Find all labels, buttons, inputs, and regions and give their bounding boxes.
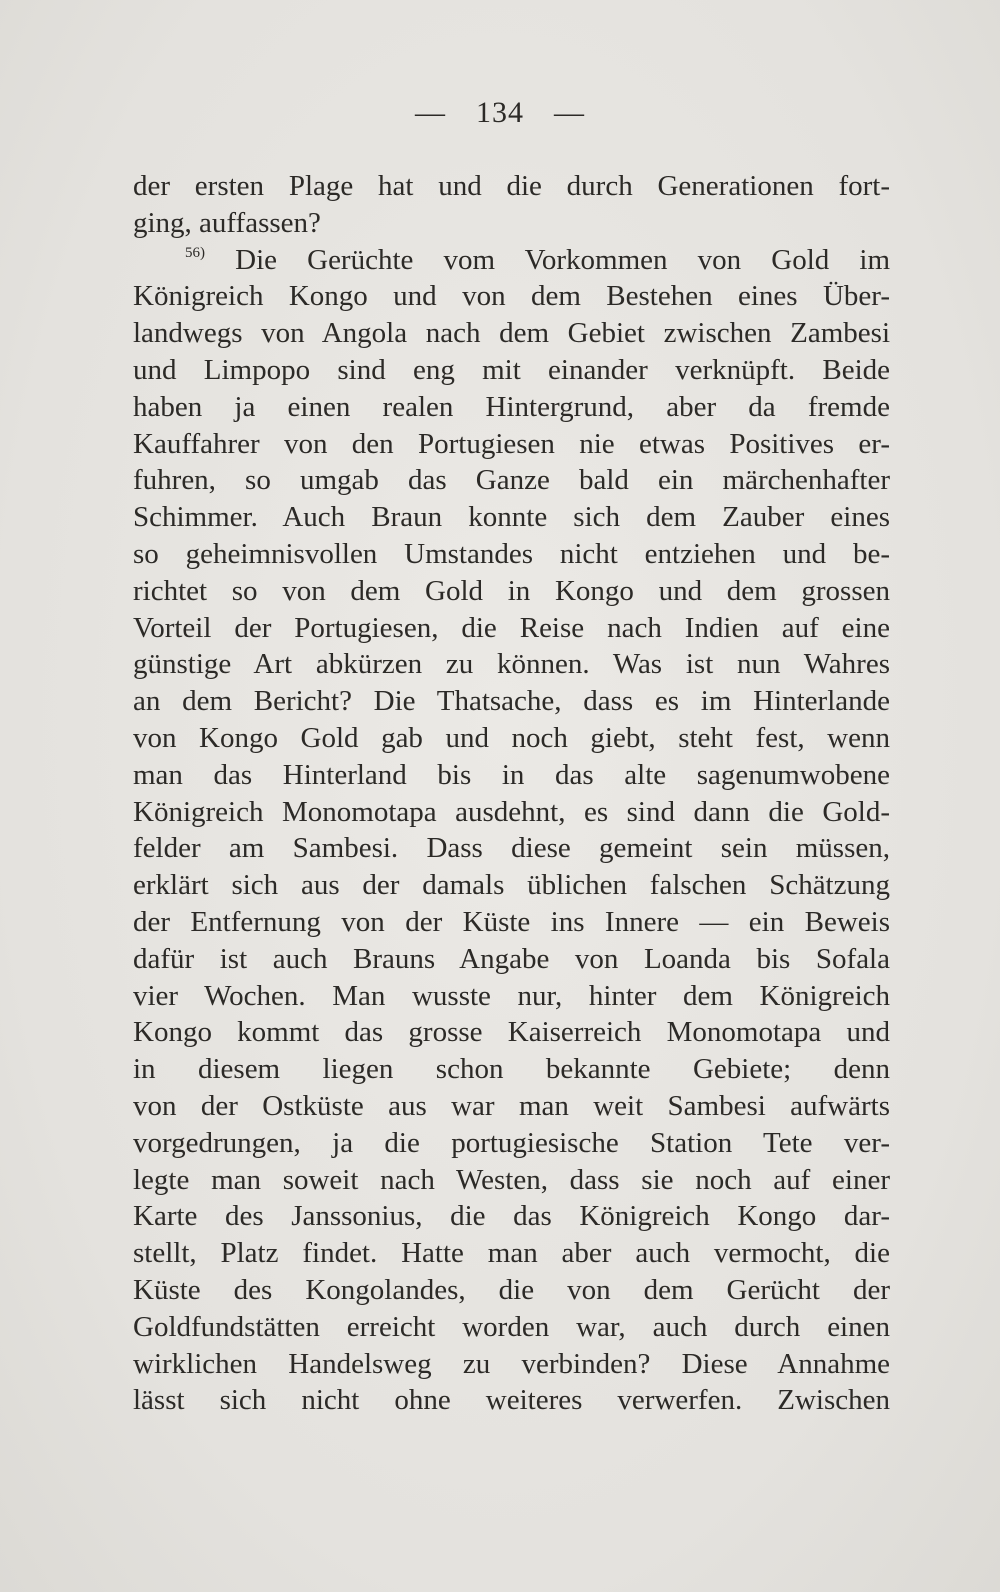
- text-line: richtet so von dem Gold in Kongo und dem grossen: [133, 574, 890, 607]
- page-number: [0, 96, 1000, 130]
- text-line: erklärt sich aus der damals üblichen falschen Schätzung: [133, 869, 890, 902]
- text-line: Die Gerüchte vom Vorkommen von Gold im: [235, 243, 890, 276]
- text-line: Küste des Kongolandes, die von dem Gerücht der: [133, 1273, 890, 1306]
- text-line: von Kongo Gold gab und noch giebt, steht fest, wenn: [133, 721, 890, 754]
- page-number-dash-left: —: [415, 96, 446, 129]
- text-line: haben ja einen realen Hintergrund, aber da fremde: [133, 390, 890, 423]
- text-line: an dem Bericht? Die Thatsache, dass es im Hinterlande: [133, 685, 890, 718]
- text-line: Königreich Kongo und von dem Bestehen eines Über-: [133, 280, 890, 313]
- text-line: Königreich Monomotapa ausdehnt, es sind dann die Gold-: [133, 795, 890, 828]
- text-line: günstige Art abkürzen zu können. Was ist nun Wahres: [133, 648, 890, 681]
- text-line: stellt, Platz findet. Hatte man aber auch vermocht, die: [133, 1237, 890, 1270]
- text-line: Kongo kommt das grosse Kaiserreich Monomotapa und: [133, 1016, 890, 1049]
- text-line: ging, auffassen?: [133, 206, 321, 239]
- page-number-dash-right: —: [554, 96, 585, 129]
- text-line: und Limpopo sind eng mit einander verknüpft. Beide: [133, 353, 890, 386]
- text-line: von der Ostküste aus war man weit Sambesi aufwärts: [133, 1089, 890, 1122]
- text-line: vorgedrungen, ja die portugiesische Station Tete ver-: [133, 1126, 890, 1159]
- text-line: legte man soweit nach Westen, dass sie noch auf einer: [133, 1163, 890, 1196]
- text-line: landwegs von Angola nach dem Gebiet zwischen Zambesi: [133, 317, 890, 350]
- text-line: Schimmer. Auch Braun konnte sich dem Zauber eines: [133, 501, 890, 534]
- text-line: so geheimnisvollen Umstandes nicht entziehen und be-: [133, 537, 890, 570]
- text-line: wirklichen Handelsweg zu verbinden? Diese Annahme: [133, 1347, 890, 1380]
- body-text: [133, 168, 890, 1419]
- text-line: felder am Sambesi. Dass diese gemeint sein müssen,: [133, 832, 890, 865]
- text-line: man das Hinterland bis in das alte sagenumwobene: [133, 758, 890, 791]
- footnote-marker: 56): [185, 244, 205, 261]
- text-line: Goldfundstätten erreicht worden war, auch durch einen: [133, 1310, 890, 1343]
- text-line: fuhren, so umgab das Ganze bald ein märchenhafter: [133, 464, 890, 497]
- text-line: der ersten Plage hat und die durch Generationen fort-: [133, 170, 890, 202]
- text-line: Vorteil der Portugiesen, die Reise nach Indien auf eine: [133, 611, 890, 644]
- text-line: vier Wochen. Man wusste nur, hinter dem Königreich: [133, 979, 890, 1012]
- text-line: dafür ist auch Brauns Angabe von Loanda bis Sofala: [133, 942, 890, 975]
- text-line: Kauffahrer von den Portugiesen nie etwas Positives er-: [133, 427, 890, 460]
- text-line: in diesem liegen schon bekannte Gebiete; denn: [133, 1053, 890, 1086]
- text-line: der Entfernung von der Küste ins Innere — ein Beweis: [133, 905, 890, 938]
- footnote-paragraph-start: [133, 242, 890, 279]
- page-number-digits: 134: [476, 96, 524, 129]
- text-line: Karte des Janssonius, die das Königreich Kongo dar-: [133, 1200, 890, 1233]
- text-line: lässt sich nicht ohne weiteres verwerfen. Zwischen: [133, 1384, 890, 1417]
